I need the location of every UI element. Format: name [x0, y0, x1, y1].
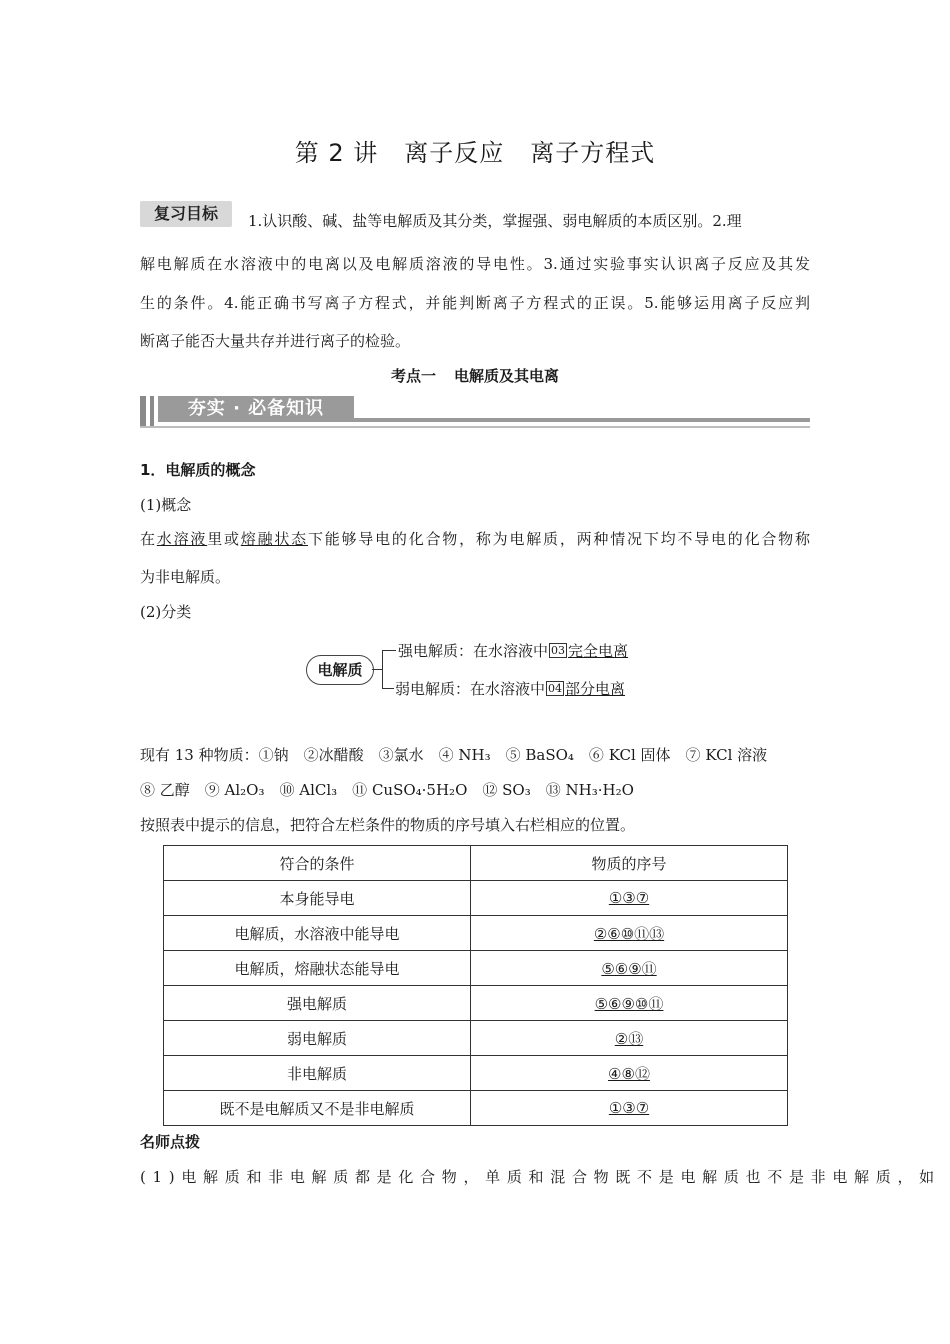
concept-heading: 1．电解质的概念	[140, 461, 256, 479]
substances-instruction: 按照表中提示的信息，把符合左栏条件的物质的序号填入右栏相应的位置。	[140, 816, 636, 834]
diagram-connector	[372, 669, 382, 670]
goals-line-3: 生的条件。4.能正确书写离子方程式，并能判断离子方程式的正误。5.能够运用离子反应判	[140, 294, 810, 312]
table-row	[164, 1021, 788, 1056]
concept-paragraph-line2: 为非电解质。	[140, 568, 231, 586]
goals-line-4: 断离子能否大量共存并进行离子的检验。	[140, 332, 411, 350]
title-part1: 离子反应	[404, 139, 505, 167]
section-label: 考点一	[390, 367, 436, 385]
answer-text: ①③⑦	[608, 1099, 650, 1117]
goals-line-2: 解电解质在水溶液中的电离以及电解质溶液的导电性。3.通过实验事实认识离子反应及其发	[140, 255, 810, 273]
concept-sub2: (2)分类	[140, 603, 192, 621]
answer-text: ④⑧⑫	[608, 1064, 650, 1083]
answer-text: ⑤⑥⑨⑪	[601, 959, 657, 978]
table-header-condition: 符合的条件	[164, 846, 471, 881]
weak-label: 弱电解质：在水溶液中	[395, 680, 546, 698]
title-part2: 离子方程式	[530, 139, 656, 167]
concept-paragraph-line1	[140, 528, 810, 550]
banner-rule	[354, 418, 810, 422]
answer-text: ⑤⑥⑨⑩⑪	[594, 994, 664, 1013]
table-row	[164, 1091, 788, 1126]
table-cell-condition: 非电解质	[164, 1056, 471, 1091]
answer-text: ①③⑦	[608, 889, 650, 907]
section-title: 电解质及其电离	[454, 367, 560, 385]
section-banner: 夯实 · 必备知识	[158, 396, 354, 422]
table-cell-condition: 电解质，熔融状态能导电	[164, 951, 471, 986]
strong-label: 强电解质：在水溶液中	[398, 642, 549, 660]
diagram-strong-branch	[398, 640, 698, 662]
table-cell-answer	[471, 951, 788, 986]
answer-text: ②⑥⑩⑪⑬	[593, 924, 665, 943]
concept-sub1: (1)概念	[140, 496, 192, 514]
answer-blank-molten: 熔融状态	[240, 530, 308, 548]
substances-line-1: 现有 13 种物质：①钠 ②冰醋酸 ③氯水 ④ NH₃ ⑤ BaSO₄ ⑥ KCl 固体 ⑦ KCl 溶液	[140, 746, 768, 764]
table-cell-answer	[471, 1091, 788, 1126]
text-run: 在	[140, 530, 157, 548]
page-title	[0, 133, 950, 168]
table-header-row	[164, 846, 788, 881]
text-run: 里或	[207, 530, 241, 548]
weak-answer: 部分电离	[565, 680, 626, 698]
goals-line-1: 1.认识酸、碱、盐等电解质及其分类，掌握强、弱电解质的本质区别。2.理	[248, 212, 742, 230]
classification-table	[163, 845, 788, 1126]
tips-heading: 名师点拨	[140, 1133, 201, 1151]
table-cell-condition: 本身能导电	[164, 881, 471, 916]
diagram-brace-top	[382, 650, 396, 651]
table-cell-answer	[471, 1021, 788, 1056]
banner-rule-thin	[140, 426, 810, 428]
table-cell-answer	[471, 1056, 788, 1091]
section-heading	[0, 365, 950, 386]
diagram-brace-bottom	[382, 688, 394, 689]
substances-line-2: ⑧ 乙醇 ⑨ Al₂O₃ ⑩ AlCl₃ ⑪ CuSO₄·5H₂O ⑫ SO₃ ⑬ NH₃·H₂O	[140, 781, 634, 799]
table-cell-condition: 强电解质	[164, 986, 471, 1021]
tips-line-1: (1)电解质和非电解质都是化合物，单质和混合物既不是电解质也不是非电解质，如	[140, 1168, 941, 1186]
table-cell-answer	[471, 881, 788, 916]
table-row	[164, 986, 788, 1021]
blank-number-03: 03	[551, 644, 566, 657]
text-run: 下能够导电的化合物，称为电解质，两种情况下均不导电的化合物称	[307, 530, 810, 548]
table-header-numbers: 物质的序号	[471, 846, 788, 881]
table-cell-condition: 弱电解质	[164, 1021, 471, 1056]
table-cell-condition: 电解质，水溶液中能导电	[164, 916, 471, 951]
diagram-brace	[382, 650, 383, 688]
banner-left-bar	[140, 396, 146, 426]
answer-blank-aqueous: 水溶液	[156, 530, 208, 548]
table-row	[164, 881, 788, 916]
table-row	[164, 916, 788, 951]
review-goals-badge: 复习目标	[140, 201, 232, 227]
lecture-number: 第 2 讲	[294, 139, 379, 167]
strong-answer: 完全电离	[568, 642, 629, 660]
table-row	[164, 1056, 788, 1091]
diagram-root-node: 电解质	[306, 655, 374, 685]
banner-left-bar-2	[150, 396, 154, 426]
table-cell-condition: 既不是电解质又不是非电解质	[164, 1091, 471, 1126]
blank-number-04: 04	[548, 682, 563, 695]
table-cell-answer	[471, 916, 788, 951]
answer-text: ②⑬	[614, 1029, 644, 1048]
table-row	[164, 951, 788, 986]
diagram-weak-branch	[395, 678, 695, 700]
table-cell-answer	[471, 986, 788, 1021]
